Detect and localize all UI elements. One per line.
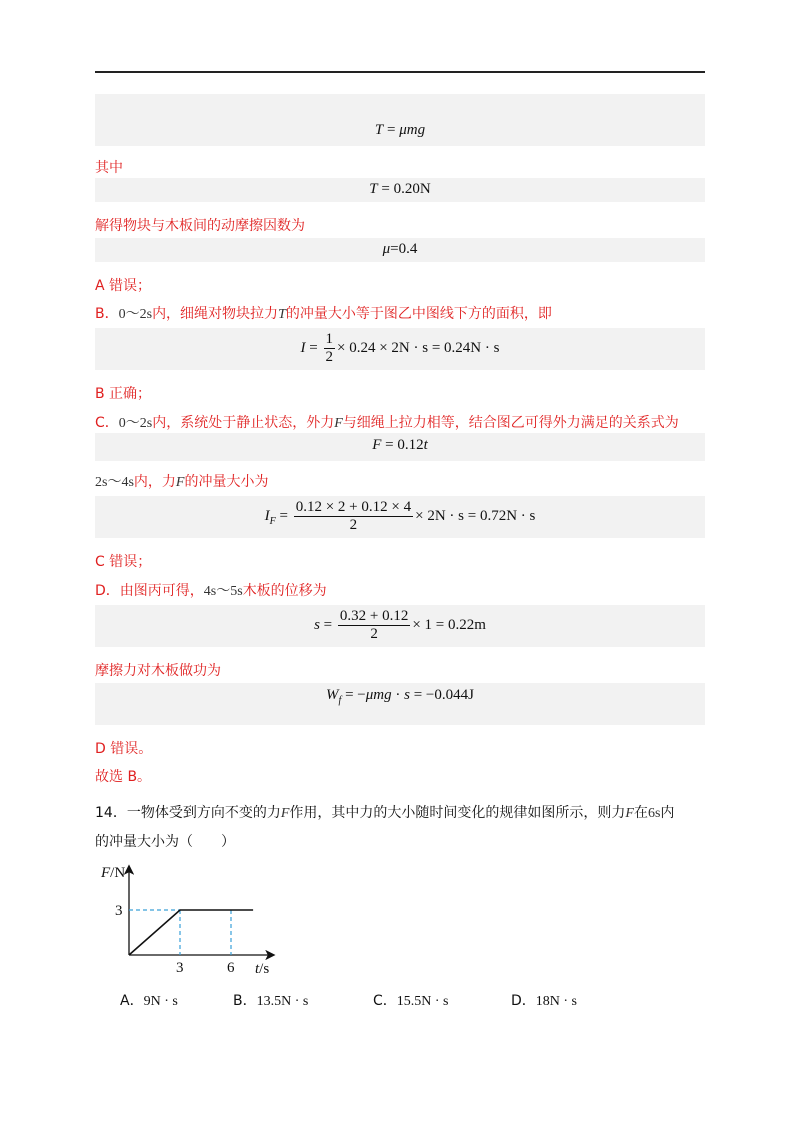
b-text2: 的冲量大小等于图乙中图线下方的面积，即 bbox=[285, 306, 552, 322]
force-series-line bbox=[129, 910, 253, 955]
b-text1: 内，细绳对物块拉力 bbox=[152, 306, 279, 322]
force-time-graph bbox=[95, 855, 295, 980]
y-axis-label: F/N bbox=[101, 865, 126, 881]
question-14-line2: 的冲量大小为（ ） bbox=[95, 834, 235, 850]
y-tick-label-3: 3 bbox=[115, 903, 123, 919]
text-friction-coef: 解得物块与木板间的动摩擦因数为 bbox=[95, 218, 305, 234]
option-c-analysis: C．0～2s内，系统处于静止状态，外力F与细绳上拉力相等，结合图乙可得外力满足的关系式为 bbox=[95, 415, 679, 431]
option-a[interactable]: A．9N · s bbox=[120, 993, 178, 1009]
x-tick-label-6: 6 bbox=[227, 960, 235, 976]
b-prefix: B． bbox=[95, 306, 119, 322]
option-d[interactable]: D．18N · s bbox=[511, 993, 578, 1009]
equation-mu: μ=0.4 bbox=[382, 241, 418, 257]
b-var: T bbox=[278, 307, 286, 322]
equation-box-b bbox=[95, 328, 705, 370]
c-range2-text: 2s～4s内，力F的冲量大小为 bbox=[95, 474, 269, 490]
equation-box-c1 bbox=[95, 433, 705, 461]
equation-box-1 bbox=[95, 94, 705, 146]
x-axis-label: t/s bbox=[255, 961, 270, 977]
equation-t-value: T = 0.20N bbox=[369, 181, 431, 197]
equation-displacement: s = $\frac{0.32 + 0.12}{2}$ × 1 = 0.22m bbox=[314, 608, 486, 642]
header-rule bbox=[95, 71, 705, 73]
verdict-c: C 错误； bbox=[95, 554, 152, 570]
equation-t-mumg: T = μmg bbox=[374, 122, 426, 138]
b-range: 0～2s bbox=[118, 307, 153, 322]
option-c[interactable]: C．15.5N · s bbox=[373, 993, 449, 1009]
d-text2: 摩擦力对木板做功为 bbox=[95, 663, 221, 679]
equation-box-d2 bbox=[95, 683, 705, 725]
equation-impulse-f: $I_F$ = $\frac{0.12 \times 2 + 0.12 \times 4}{2}$ × 2N · s = 0.72N · s bbox=[264, 499, 536, 533]
equation-box-3 bbox=[95, 238, 705, 262]
equation-work: $W_f = -\mu mg \cdot s = -0.044J$ bbox=[326, 687, 474, 706]
option-b-analysis bbox=[95, 303, 552, 323]
equation-f-t: F = 0.12t bbox=[372, 437, 428, 453]
verdict-b: B 正确； bbox=[95, 386, 152, 402]
text-qizhong: 其中 bbox=[95, 160, 123, 176]
verdict-d: D 错误。 bbox=[95, 741, 153, 757]
equation-impulse-b: I = $\frac{1}{2}$ × 0.24 × 2N · s = 0.24N · s bbox=[300, 331, 500, 365]
option-b[interactable]: B．13.5N · s bbox=[233, 993, 309, 1009]
x-tick-label-3: 3 bbox=[176, 960, 184, 976]
question-14-line1: 14．一物体受到方向不变的力F作用，其中力的大小随时间变化的规律如图所示，则力F在6s内 bbox=[95, 805, 675, 821]
verdict-a: A 错误； bbox=[95, 278, 152, 294]
answer-text: 故选 B。 bbox=[95, 769, 152, 785]
equation-box-d1 bbox=[95, 605, 705, 647]
equation-box-2 bbox=[95, 178, 705, 202]
option-d-analysis: D．由图丙可得，4s～5s木板的位移为 bbox=[95, 583, 327, 599]
equation-box-c2 bbox=[95, 496, 705, 538]
